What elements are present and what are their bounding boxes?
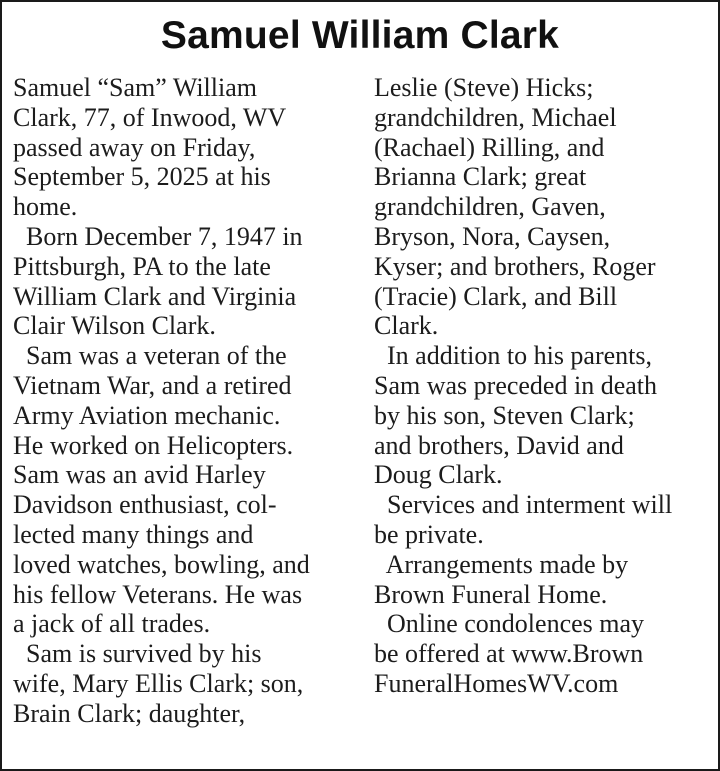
text-line: Kyser; and brothers, Roger [374, 251, 656, 281]
text-line: Sam is survived by his [13, 639, 262, 669]
text-line: by his son, Steven Clark; [374, 400, 635, 430]
text-line: Services and interment will [374, 490, 673, 520]
text-line: grandchildren, Gaven, [374, 192, 606, 222]
text-line: wife, Mary Ellis Clark; son, [13, 668, 304, 698]
text-line: loved watches, bowling, and [13, 549, 310, 579]
text-line: Clair Wilson Clark. [13, 311, 216, 341]
obituary-right-column [374, 73, 714, 699]
text-line: Davidson enthusiast, col- [13, 490, 277, 520]
text-line: Pittsburgh, PA to the late [13, 251, 271, 281]
text-line: Samuel “Sam” William [13, 73, 257, 102]
text-line: Sam was preceded in death [374, 370, 658, 400]
text-line: Born December 7, 1947 in [13, 221, 303, 251]
text-line: (Tracie) Clark, and Bill [374, 281, 618, 311]
text-line: Army Aviation mechanic. [13, 400, 281, 430]
text-line: Doug Clark. [374, 460, 503, 490]
text-line: Arrangements made by [374, 549, 629, 579]
text-line: Brianna Clark; great [374, 162, 587, 192]
text-line: Sam was a veteran of the [13, 341, 287, 371]
obituary-left-column [13, 73, 358, 729]
text-line: September 5, 2025 at his [13, 162, 271, 192]
text-line: (Rachael) Rilling, and [374, 132, 605, 162]
text-line: Brain Clark; daughter, [13, 698, 246, 728]
text-line: and brothers, David and [374, 430, 624, 460]
text-line: Bryson, Nora, Caysen, [374, 221, 611, 251]
text-line: lected many things and [13, 519, 254, 549]
text-line: be private. [374, 519, 484, 549]
text-line: In addition to his parents, [374, 341, 653, 371]
text-line: be offered at www.Brown [374, 639, 644, 669]
text-line: Sam was an avid Harley [13, 460, 266, 490]
text-line: Vietnam War, and a retired [13, 370, 292, 400]
text-line: passed away on Friday, [13, 132, 256, 162]
text-line: home. [13, 192, 78, 222]
text-line: Online condolences may [374, 609, 645, 639]
text-line: Brown Funeral Home. [374, 579, 608, 609]
text-line: his fellow Veterans. He was [13, 579, 303, 609]
obituary-title: Samuel William Clark [160, 14, 560, 57]
text-line: He worked on Helicopters. [13, 430, 294, 460]
text-line: grandchildren, Michael [374, 102, 617, 132]
text-line: a jack of all trades. [13, 609, 211, 639]
text-line: Leslie (Steve) Hicks; [374, 73, 594, 102]
text-line: FuneralHomesWV.com [374, 668, 619, 698]
text-line: William Clark and Virginia [13, 281, 297, 311]
text-line: Clark. [374, 311, 439, 341]
text-line: Clark, 77, of Inwood, WV [13, 102, 287, 132]
